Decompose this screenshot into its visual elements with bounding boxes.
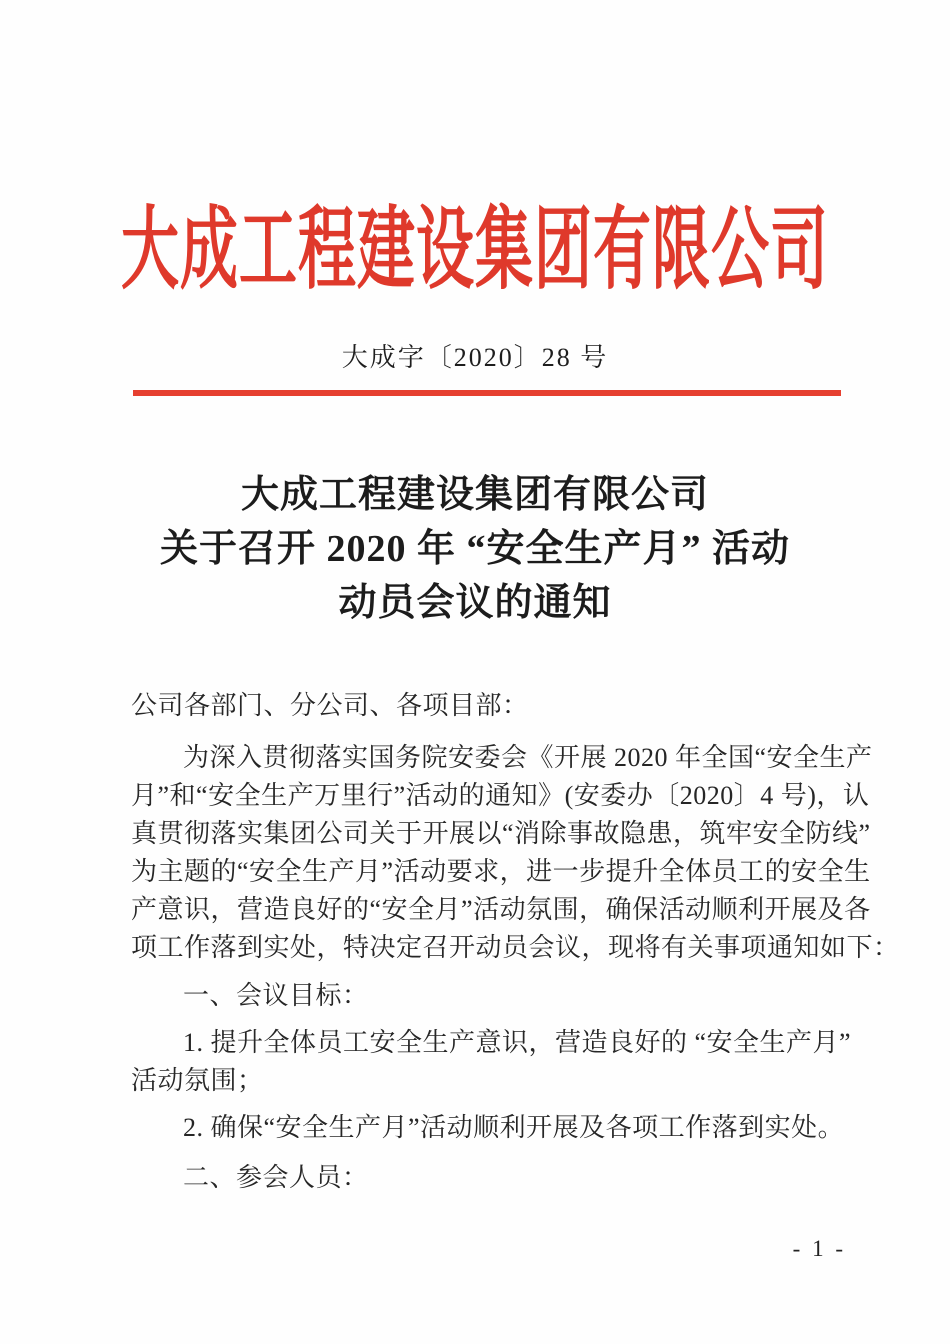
document-title-line-3: 动员会议的通知 xyxy=(338,582,612,624)
section-2-heading: 二、参会人员： xyxy=(183,1163,369,1192)
paragraph-1-line-5: 产意识，营造良好的“安全月”活动氛围，确保活动顺利开展及各 xyxy=(131,895,871,924)
salutation: 公司各部门、分公司、各项目部： xyxy=(131,691,529,720)
paragraph-1-line-3: 真贯彻落实集团公司关于开展以“消除事故隐患，筑牢安全防线” xyxy=(131,819,871,848)
paragraph-1-line-1: 为深入贯彻落实国务院安委会《开展 2020 年全国“安全生产 xyxy=(183,743,873,772)
paragraph-1-line-6: 项工作落到实处，特决定召开动员会议，现将有关事项通知如下： xyxy=(131,933,900,962)
list-item-2: 2. 确保“安全生产月”活动顺利开展及各项工作落到实处。 xyxy=(183,1113,845,1142)
document-title-line-1: 大成工程建设集团有限公司 xyxy=(240,474,709,516)
paragraph-1-line-2: 月”和“安全生产万里行”活动的通知》(安委办〔2020〕4 号)，认 xyxy=(131,781,870,810)
document-body xyxy=(131,687,900,1197)
letterhead-company-name: 大成工程建设集团有限公司 xyxy=(120,199,829,300)
page-number: - 1 - xyxy=(792,1236,846,1261)
document-title-line-2: 关于召开 2020 年 “安全生产月” 活动 xyxy=(159,528,790,570)
document-title xyxy=(0,468,950,630)
paragraph-1-line-4: 为主题的“安全生产月”活动要求，进一步提升全体员工的安全生 xyxy=(131,857,871,886)
document-number: 大成字〔2020〕28 号 xyxy=(341,343,609,372)
letterhead-red-rule xyxy=(133,390,841,396)
section-1-heading: 一、会议目标： xyxy=(183,981,369,1010)
list-item-1-line-2: 活动氛围； xyxy=(131,1066,264,1095)
list-item-1-line-1: 1. 提升全体员工安全生产意识，营造良好的 “安全生产月” xyxy=(183,1028,852,1057)
